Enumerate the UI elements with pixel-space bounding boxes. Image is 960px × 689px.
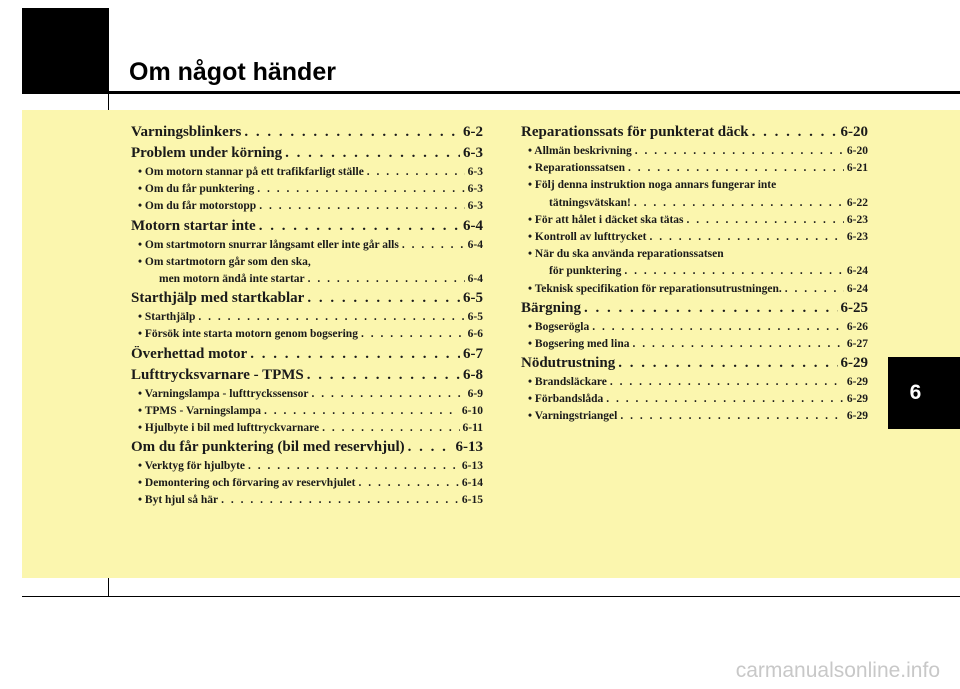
toc-subentry[interactable] xyxy=(521,321,868,338)
toc-entry-label: • Om startmotorn snurrar långsamt eller inte går alls xyxy=(138,238,399,251)
toc-entry-label: • Brandsläckare xyxy=(528,376,607,389)
toc-entry-label: Om du får punktering (bil med reservhjul) xyxy=(131,439,405,456)
toc-section-entry[interactable] xyxy=(131,439,483,460)
toc-page-number: 6-23 xyxy=(846,213,868,226)
toc-page-number: 6-29 xyxy=(846,410,868,423)
toc-entry-label: men motorn ändå inte startar xyxy=(159,272,305,285)
toc-page-number: 6-29 xyxy=(846,376,868,389)
toc-entry-label: • TPMS - Varningslampa xyxy=(138,404,261,417)
toc-leader-dots xyxy=(221,494,459,506)
toc-leader-dots xyxy=(620,410,844,422)
toc-right-column xyxy=(521,124,868,428)
toc-leader-dots xyxy=(248,460,459,472)
toc-entry-label: • Om startmotorn går som den ska, xyxy=(138,255,311,268)
toc-leader-dots xyxy=(250,346,460,363)
toc-subentry[interactable] xyxy=(521,214,868,231)
toc-subentry[interactable] xyxy=(131,460,483,477)
toc-page-number: 6-23 xyxy=(846,230,868,243)
toc-entry-label: • Om du får motorstopp xyxy=(138,200,257,213)
toc-entry-label: • Reparationssatsen xyxy=(528,162,625,175)
toc-entry-label: • Teknisk specifikation för reparationsutrustningen. xyxy=(528,282,782,295)
toc-leader-dots xyxy=(307,290,460,307)
toc-page-number: 6-15 xyxy=(461,494,483,507)
toc-page-number: 6-5 xyxy=(467,311,483,324)
toc-entry-label: Lufttrycksvarnare - TPMS xyxy=(131,366,304,383)
toc-entry-label: • Demontering och förvaring av reservhjulet xyxy=(138,477,356,490)
toc-leader-dots xyxy=(606,393,844,405)
toc-entry-label: • Försök inte starta motorn genom bogsering xyxy=(138,328,358,341)
toc-subentry[interactable] xyxy=(521,197,868,214)
toc-page-number: 6-14 xyxy=(461,477,483,490)
toc-leader-dots xyxy=(408,439,453,456)
toc-page-number: 6-13 xyxy=(461,460,483,473)
page-title: Om något händer xyxy=(129,58,336,86)
toc-leader-dots xyxy=(610,376,844,388)
title-rule xyxy=(108,91,960,94)
toc-leader-dots xyxy=(635,145,844,157)
toc-page-number: 6-24 xyxy=(846,282,868,295)
toc-section-entry[interactable] xyxy=(521,300,868,321)
toc-page-number: 6-3 xyxy=(463,145,483,161)
bottom-rule xyxy=(22,596,960,597)
toc-leader-dots xyxy=(257,183,464,195)
toc-section-entry[interactable] xyxy=(131,218,483,239)
toc-subentry[interactable] xyxy=(131,166,483,183)
toc-entry-label: Reparationssats för punkterat däck xyxy=(521,124,749,140)
toc-leader-dots xyxy=(198,311,464,323)
toc-entry-label: Varningsblinkers xyxy=(131,124,242,140)
toc-page-number: 6-6 xyxy=(467,328,483,341)
toc-subentry[interactable] xyxy=(131,183,483,200)
toc-leader-dots xyxy=(307,367,460,384)
toc-page-number: 6-25 xyxy=(840,299,868,316)
toc-leader-dots xyxy=(264,405,459,417)
toc-subentry[interactable] xyxy=(521,162,868,179)
toc-page-number: 6-4 xyxy=(467,238,483,251)
toc-entry-label: • Kontroll av lufttrycket xyxy=(528,230,647,243)
toc-entry-label: Bärgning xyxy=(521,299,582,316)
toc-subentry[interactable] xyxy=(131,388,483,405)
toc-page-number: 6-20 xyxy=(840,124,868,140)
toc-page-number: 6-29 xyxy=(840,355,868,372)
toc-leader-dots xyxy=(367,166,465,178)
toc-entry-label: • Bogserögla xyxy=(528,320,590,333)
toc-leader-dots xyxy=(752,124,838,141)
toc-subentry[interactable] xyxy=(521,338,868,355)
chapter-number[interactable]: 6 xyxy=(909,381,922,404)
toc-entry-label: • När du ska använda reparationssatsen xyxy=(528,248,724,261)
toc-leader-dots xyxy=(584,300,837,317)
toc-page-number: 6-3 xyxy=(467,200,483,213)
toc-leader-dots xyxy=(785,283,844,295)
toc-entry-label: tätningsvätskan! xyxy=(549,196,631,209)
toc-subentry[interactable] xyxy=(131,422,483,439)
toc-page-number: 6-4 xyxy=(463,217,483,234)
toc-entry-label: för punktering xyxy=(549,265,622,278)
toc-page-number: 6-8 xyxy=(463,366,483,383)
toc-entry-label: Överhettad motor xyxy=(131,345,248,362)
toc-page-number: 6-7 xyxy=(463,345,483,362)
toc-entry-label: • Varningslampa - lufttryckssensor xyxy=(138,387,309,400)
toc-leader-dots xyxy=(618,355,837,372)
toc-leader-dots xyxy=(244,124,460,141)
toc-section-entry[interactable] xyxy=(131,124,483,145)
toc-section-entry[interactable] xyxy=(131,290,483,311)
toc-leader-dots xyxy=(285,145,460,162)
toc-leader-dots xyxy=(311,388,464,400)
toc-entry-label: • Om motorn stannar på ett trafikfarligt ställe xyxy=(138,166,364,178)
toc-subentry[interactable] xyxy=(131,477,483,494)
toc-page-number: 6-24 xyxy=(846,265,868,278)
toc-entry-label: • Varningstriangel xyxy=(528,410,618,423)
toc-entry-label: • Verktyg för hjulbyte xyxy=(138,460,245,473)
toc-section-entry[interactable] xyxy=(131,367,483,388)
toc-leader-dots xyxy=(402,239,465,251)
toc-entry-label: Problem under körning xyxy=(131,145,283,161)
toc-subentry[interactable] xyxy=(131,328,483,345)
toc-section-entry[interactable] xyxy=(521,355,868,376)
toc-subentry[interactable] xyxy=(521,283,868,300)
toc-subentry[interactable] xyxy=(521,410,868,427)
toc-page-number: 6-13 xyxy=(455,439,483,456)
toc-leader-dots xyxy=(592,321,844,333)
toc-leader-dots xyxy=(624,265,844,277)
toc-entry-label: • Bogsering med lina xyxy=(528,337,630,350)
toc-section-entry[interactable] xyxy=(131,145,483,166)
toc-page-number: 6-26 xyxy=(846,320,868,333)
toc-entry-label: • Om du får punktering xyxy=(138,183,255,196)
toc-page-number: 6-3 xyxy=(467,166,483,178)
toc-page-number: 6-11 xyxy=(462,421,483,434)
toc-left-column xyxy=(131,124,483,512)
toc-leader-dots xyxy=(259,218,460,235)
toc-entry-label: • Byt hjul så här xyxy=(138,494,219,507)
toc-page-number: 6-22 xyxy=(846,196,868,209)
toc-page-number: 6-21 xyxy=(846,162,868,175)
toc-entry-label: Nödutrustning xyxy=(521,355,616,372)
toc-page-number: 6-3 xyxy=(467,183,483,196)
toc-entry-label: Motorn startar inte xyxy=(131,217,256,234)
toc-entry-label: • Allmän beskrivning xyxy=(528,145,632,157)
toc-leader-dots xyxy=(649,231,843,243)
toc-page-number: 6-29 xyxy=(846,393,868,406)
toc-page-number: 6-9 xyxy=(467,387,483,400)
toc-leader-dots xyxy=(308,273,465,285)
watermark: carmanualsonline.info xyxy=(735,659,940,682)
toc-subentry[interactable] xyxy=(131,273,483,290)
toc-entry-label: Starthjälp med startkablar xyxy=(131,290,305,307)
toc-subentry[interactable] xyxy=(521,231,868,248)
toc-subentry[interactable] xyxy=(131,200,483,217)
toc-subentry[interactable] xyxy=(521,265,868,282)
toc-page-number: 6-27 xyxy=(846,337,868,350)
toc-leader-dots xyxy=(632,338,843,350)
toc-subentry[interactable] xyxy=(131,311,483,328)
toc-section-entry[interactable] xyxy=(131,346,483,367)
toc-leader-dots xyxy=(322,422,459,434)
toc-entry-label: • Hjulbyte i bil med lufttryckvarnare xyxy=(138,421,320,434)
toc-section-entry[interactable] xyxy=(521,124,868,145)
toc-subentry[interactable] xyxy=(521,179,868,196)
toc-subentry[interactable] xyxy=(521,376,868,393)
toc-page-number: 6-20 xyxy=(846,145,868,157)
toc-entry-label: • För att hålet i däcket ska tätas xyxy=(528,213,684,226)
toc-subentry[interactable] xyxy=(131,239,483,256)
toc-page-number: 6-4 xyxy=(467,272,483,285)
toc-subentry[interactable] xyxy=(521,145,868,162)
chapter-corner-block xyxy=(22,8,108,94)
toc-subentry[interactable] xyxy=(521,248,868,265)
toc-subentry[interactable] xyxy=(131,494,483,511)
toc-leader-dots xyxy=(358,477,458,489)
toc-subentry[interactable] xyxy=(131,405,483,422)
toc-leader-dots xyxy=(634,197,844,209)
toc-entry-label: • Starthjälp xyxy=(138,311,196,324)
toc-page-number: 6-10 xyxy=(461,404,483,417)
toc-leader-dots xyxy=(628,162,844,174)
toc-leader-dots xyxy=(259,200,464,212)
toc-entry-label: • Följ denna instruktion noga annars fungerar inte xyxy=(528,179,777,192)
toc-leader-dots xyxy=(361,328,465,340)
toc-subentry[interactable] xyxy=(131,256,483,273)
toc-leader-dots xyxy=(687,214,844,226)
toc-subentry[interactable] xyxy=(521,393,868,410)
toc-entry-label: • Förbandslåda xyxy=(528,393,604,406)
toc-page-number: 6-5 xyxy=(463,290,483,307)
toc-page-number: 6-2 xyxy=(463,124,483,140)
